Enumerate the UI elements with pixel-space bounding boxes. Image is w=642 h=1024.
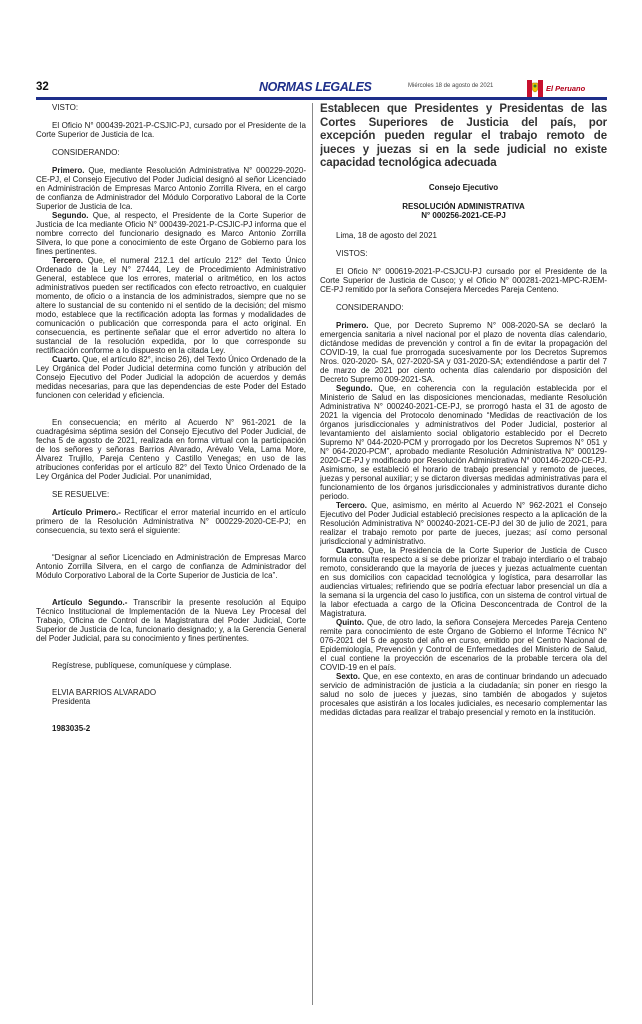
- r-cuarto-text: Que, la Presidencia de la Corte Superior de Justicia de Cusco formula consulta respecto a si se debe priorizar el trabajo interdiario o el trabajo remoto, considerando que la mayoría de jueces y juezas actualmente cuentan en sus domicilios con capacidad tecnológica y logística, para desarrollar las audiencias virtuales; refiriendo que se podría efectuar labor presencial un día a la semana si la urgencia del caso lo justifica, con un sistema de control virtual de la labor efectuada a cargo de la Oficina Desconcentrada de Control de la Magistratura.: [320, 545, 607, 618]
- art1-lead: Artículo Primero.-: [52, 508, 121, 517]
- r-segundo-text: Que, en coherencia con la regulación establecida por el Ministerio de Salud en las disposiciones mencionadas, mediante Resolución Administrativa N° 000240-2021-CE-PJ, se prorrogó hasta el 31 de agosto de 2021 la vigencia del Protocolo denominado “Medidas de reactivación de los órganos jurisdiccionales y administrativos del Poder Judicial, posterior al levantamiento del aislamiento social obligatorio establecido por el Decreto Supremo N° 044-2020-PCM y prorrogado por los Decretos Supremos N° 051 y N° 064-2020-PCM”, aprobado mediante Resolución Administrativa N° 000129-2020-CE-PJ y modificado por Resolución Administrativa N° 000146-2020-CE-PJ. Asimismo, se estableció el horario de trabajo presencial y remoto de jueces, juezas y personal auxiliar; y se dictaron diversas medidas administrativas para el funcionamiento de los órganos jurisdiccionales y administrativos durante dicho periodo.: [320, 383, 607, 501]
- section-title: NORMAS LEGALES: [259, 80, 372, 94]
- art2-text: Transcribir la presente resolución al Equipo Técnico Institucional de Implementación de la Nueva Ley Procesal del Trabajo, Oficina de Control de la Magistratura del Poder Judicial, Corte Superior de Justicia de Ica, funcionario designado; y, a la Gerencia General del Poder Judicial, para su conocimiento y fines pertinentes.: [36, 598, 306, 643]
- coat-of-arms-icon: [527, 80, 543, 97]
- considerando-primero-right: [320, 321, 607, 384]
- r-quinto-lead: Quinto.: [336, 617, 364, 627]
- considerando-primero: [36, 166, 306, 211]
- designation-quote: “Designar al señor Licenciado en Administración de Empresas Marco Antonio Zorrilla Silvera, en el cargo de confianza de Administrador del Módulo Corporativo Laboral de la Corte Superior de Justicia de Ica”.: [36, 553, 306, 580]
- visto-text: El Oficio N° 000439-2021-P-CSJIC-PJ, cursado por el Presidente de la Corte Superior de Justicia de Ica.: [36, 121, 306, 139]
- segundo-lead: Segundo.: [52, 211, 89, 220]
- newspaper-name: El Peruano: [546, 84, 586, 93]
- segundo-text: Que, al respecto, el Presidente de la Corte Superior de Justicia de Ica mediante Oficio N° 000439-2021-P-CSJIC-PJ informa que el nombre correcto del funcionario designado es Marco Antonio Zorrilla Silvera, lo que pone a conocimiento de este Órgano de Gobierno para los fines pertinentes.: [36, 211, 306, 256]
- r-primero-text: Que, por Decreto Supremo N° 008-2020-SA se declaró la emergencia sanitaria a nivel nacional por el plazo de noventa días calendario, dictándose medidas de prevención y control a fin de evitar la propagación del COVID-19, la cual fue prorrogada sucesivamente por los Decretos Supremos Nros. 020-2020- SA, 027-2020-SA y 031-2020-SA; extendiéndose a partir del 7 de marzo de 2021 por ciento ochenta días calendario por disposición del Decreto Supremo 009-2021-SA.: [320, 320, 607, 384]
- vistos-heading: VISTOS:: [336, 248, 368, 258]
- signer-name: ELVIA BARRIOS ALVARADO: [52, 688, 157, 697]
- considerando-heading: CONSIDERANDO:: [52, 148, 120, 157]
- place-date: Lima, 18 de agosto del 2021: [336, 230, 437, 240]
- visto-heading: VISTO:: [52, 103, 79, 112]
- articulo-primero: [36, 508, 306, 535]
- tercero-text: Que, el numeral 212.1 del artículo 212° del Texto Único Ordenado de la Ley N° 27444, Ley de Procedimiento Administrativo General, establece que los errores, material o aritmético, en los actos administrativos pueden ser rectificados con efecto retroactivo, en cualquier momento, de oficio o a instancia de los administrados, siempre que no se altere lo sustancial de su contenido ni el sentido de la decisión; del mismo modo, establece que la rectificación adopta las formas y modalidades de comunicación o publicación que corresponda para el acto original. En consecuencia, es pertinente señalar que el error advertido no altera lo sustancial de la resolución expedida, por lo que corresponde su rectificación conforme a lo dispuesto en la citada Ley.: [36, 256, 306, 355]
- considerando-sexto-right: [320, 672, 607, 717]
- r-sexto-text: Que, en ese contexto, en aras de continuar brindando un adecuado servicio de administración de justicia a la ciudadanía; sin poner en riesgo la salud no solo de jueces y juezas, sino también de abogados y sujetos procesales que asistirán a los locales judiciales, es necesario complementar las medidas dictadas para realizar el trabajo presencial y remoto en la institución.: [320, 671, 607, 717]
- art2-lead: Artículo Segundo.-: [52, 598, 128, 607]
- primero-text: Que, mediante Resolución Administrativa N° 000229-2020-CE-PJ, el Consejo Ejecutivo del Poder Judicial designó al señor Licenciado en Administración de Empresas Marco Antonio Zorrilla Rivera, en el cargo de confianza de Administrador del Módulo Corporativo Laboral de la Corte Superior de Justicia de Ica.: [36, 166, 306, 211]
- r-tercero-lead: Tercero.: [336, 500, 367, 510]
- left-column: [36, 103, 306, 1008]
- consecuencia-text: En consecuencia; en mérito al Acuerdo N° 961-2021 de la cuadragésima séptima sesión del Consejo Ejecutivo del Poder Judicial, de fecha 5 de agosto de 2021, realizada en forma virtual con la participación de los señores y señoras Barrios Alvarado, Arévalo Vela, Lama More, Álvarez Trujillo, Pareja Centeno y Castillo Venegas; en uso de las atribuciones conferidas por el artículo 82° del Texto Único Ordenado de la Ley Orgánica del Poder Judicial. Por unanimidad,: [36, 418, 306, 481]
- page-number: 32: [36, 81, 49, 93]
- art1-text: Rectificar el error material incurrido en el artículo primero de la Resolución Administrativa N° 000229-2020-CE-PJ; en consecuencia, su texto será el siguiente:: [36, 508, 306, 535]
- considerando-cuarto: [36, 355, 306, 400]
- vistos-text: El Oficio N° 000619-2021-P-CSJCU-PJ cursado por el Presidente de la Corte Superior de Justicia de Cusco; y el Oficio N° 000281-2021-MPC-RJEM-CE-PJ remitido por la señora Consejera Mercedes Pareja Centeno.: [320, 266, 607, 294]
- cuarto-text: Que, el artículo 82°, inciso 26), del Texto Único Ordenado de la Ley Orgánica del Poder Judicial determina como función y atribución del Consejo Ejecutivo del Poder Judicial la adopción de acuerdos y demás medidas necesarias, para que las dependencias de este Poder del Estado funcionen con celeridad y eficiencia.: [36, 355, 306, 400]
- considerando-segundo-right: [320, 384, 607, 501]
- considerando-tercero-right: [320, 501, 607, 546]
- newspaper-page: [36, 80, 607, 1010]
- resolution-type: RESOLUCIÓN ADMINISTRATIVA: [402, 201, 525, 211]
- publication-code: 1983035-2: [52, 724, 91, 733]
- r-cuarto-lead: Cuarto.: [336, 545, 364, 555]
- r-sexto-lead: Sexto.: [336, 671, 361, 681]
- column-divider: [312, 103, 313, 1005]
- considerando-quinto-right: [320, 618, 607, 672]
- considerando-tercero: [36, 256, 306, 355]
- article-title: Establecen que Presidentes y Presidentas de las Cortes Superiores de Justicia del país, por excepción pueden regular el trabajo remoto de jueces y juezas si en la sede judicial no existe capacidad tecnológica adecuada: [320, 103, 607, 169]
- cuarto-lead: Cuarto.: [52, 355, 80, 364]
- articulo-segundo: [36, 598, 306, 643]
- primero-lead: Primero.: [52, 166, 85, 175]
- r-quinto-text: Que, de otro lado, la señora Consejera Mercedes Pareja Centeno remite para conocimiento de este Órgano de Gobierno el Informe Técnico N° 076-2021 del 5 de agosto del año en curso, emitido por el Centro Nacional de Epidemiología, Prevención y Control de Enfermedades del Ministerio de Salud, el cual contiene la proyección de escenarios de la probable tercera ola del COVID-19 en el país.: [320, 617, 607, 672]
- registrese-text: Regístrese, publíquese, comuníquese y cúmplase.: [52, 661, 232, 670]
- r-tercero-text: Que, asimismo, en mérito al Acuerdo N° 962-2021 el Consejo Ejecutivo del Poder Judicial estableció precisiones respecto a la aplicación de la Resolución Administrativa N° 000240-2021-CE-PJ del 30 de julio de 2021, para realizar el trabajo remoto por parte de jueces, juezas; así como personal jurisdiccional y administrativo.: [320, 500, 607, 546]
- considerando-cuarto-right: [320, 546, 607, 618]
- right-column: [320, 103, 607, 1008]
- page-header: [36, 80, 607, 100]
- considerando-heading-right: CONSIDERANDO:: [336, 302, 404, 312]
- r-primero-lead: Primero.: [336, 320, 369, 330]
- resolution-number: N° 000256-2021-CE-PJ: [421, 210, 506, 220]
- r-segundo-lead: Segundo.: [336, 383, 373, 393]
- tercero-lead: Tercero.: [52, 256, 83, 265]
- issuer: Consejo Ejecutivo: [428, 182, 499, 192]
- considerando-segundo: [36, 211, 306, 256]
- issue-date: Miércoles 18 de agosto de 2021: [408, 83, 494, 89]
- signer-title: Presidenta: [52, 697, 91, 706]
- resuelve-heading: SE RESUELVE:: [52, 490, 110, 499]
